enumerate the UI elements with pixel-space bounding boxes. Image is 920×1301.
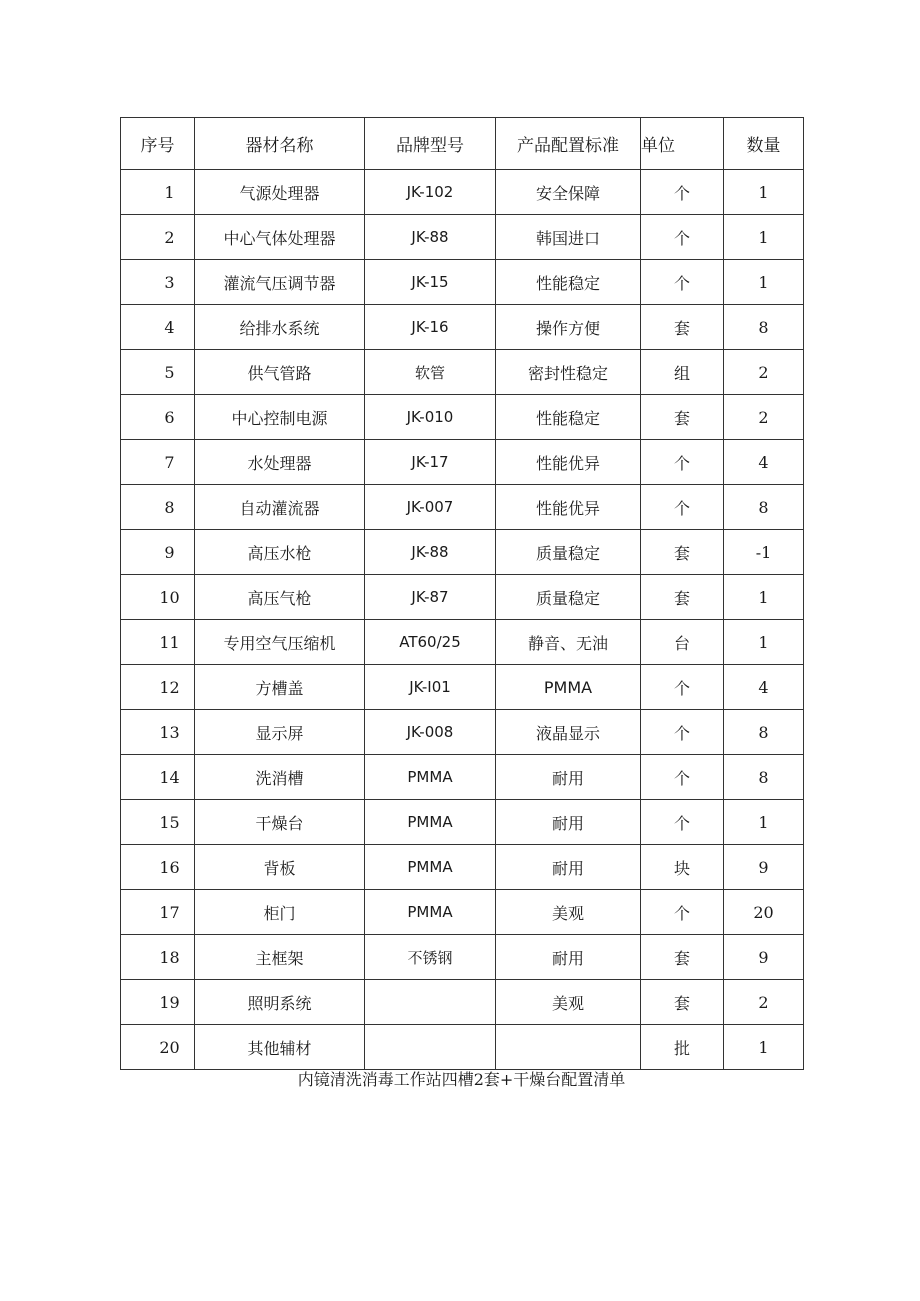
header-brand-model: 品牌型号: [365, 118, 496, 170]
table-row: [121, 845, 804, 890]
table-row: [121, 890, 804, 935]
unit-cell: 个: [641, 260, 724, 305]
config-standard-cell: 美观: [496, 890, 641, 935]
equipment-name-cell: 其他辅材: [195, 1025, 365, 1070]
row-index-cell: 1: [121, 170, 195, 215]
unit-cell: 个: [641, 710, 724, 755]
brand-model-cell: PMMA: [365, 755, 496, 800]
row-index-cell: 12: [121, 665, 195, 710]
config-standard-cell: 耐用: [496, 935, 641, 980]
quantity-cell: 2: [724, 350, 804, 395]
equipment-name-cell: 灌流气压调节器: [195, 260, 365, 305]
brand-model-cell: JK-87: [365, 575, 496, 620]
row-index-cell: 4: [121, 305, 195, 350]
table-row: [121, 935, 804, 980]
config-standard-cell: 美观: [496, 980, 641, 1025]
header-unit: 单位: [641, 118, 724, 170]
table-header-row: [121, 118, 804, 170]
brand-model-cell: JK-I01: [365, 665, 496, 710]
row-index-cell: 19: [121, 980, 195, 1025]
row-index-cell: 9: [121, 530, 195, 575]
config-standard-cell: 质量稳定: [496, 575, 641, 620]
quantity-cell: -1: [724, 530, 804, 575]
table-row: [121, 980, 804, 1025]
config-standard-cell: 性能优异: [496, 485, 641, 530]
row-index-cell: 3: [121, 260, 195, 305]
equipment-name-cell: 柜门: [195, 890, 365, 935]
row-index-cell: 20: [121, 1025, 195, 1070]
table-row: [121, 620, 804, 665]
unit-cell: 个: [641, 485, 724, 530]
unit-cell: 个: [641, 755, 724, 800]
table-row: [121, 485, 804, 530]
brand-model-cell: 不锈钢: [365, 935, 496, 980]
quantity-cell: 1: [724, 620, 804, 665]
table-row: [121, 1025, 804, 1070]
brand-model-cell: JK-007: [365, 485, 496, 530]
row-index-cell: 6: [121, 395, 195, 440]
equipment-name-cell: 高压水枪: [195, 530, 365, 575]
equipment-name-cell: 专用空气压缩机: [195, 620, 365, 665]
row-index-cell: 18: [121, 935, 195, 980]
header-config-standard: 产品配置标准: [496, 118, 641, 170]
brand-model-cell: JK-102: [365, 170, 496, 215]
row-index-cell: 14: [121, 755, 195, 800]
unit-cell: 套: [641, 305, 724, 350]
brand-model-cell: JK-010: [365, 395, 496, 440]
equipment-name-cell: 水处理器: [195, 440, 365, 485]
unit-cell: 个: [641, 890, 724, 935]
equipment-name-cell: 自动灌流器: [195, 485, 365, 530]
table-row: [121, 710, 804, 755]
equipment-name-cell: 洗消槽: [195, 755, 365, 800]
config-standard-cell: 性能稳定: [496, 260, 641, 305]
row-index-cell: 7: [121, 440, 195, 485]
equipment-name-cell: 供气管路: [195, 350, 365, 395]
brand-model-cell: JK-16: [365, 305, 496, 350]
header-quantity: 数量: [724, 118, 804, 170]
quantity-cell: 1: [724, 800, 804, 845]
brand-model-cell: PMMA: [365, 890, 496, 935]
config-standard-cell: [496, 1025, 641, 1070]
quantity-cell: 2: [724, 395, 804, 440]
config-standard-cell: 韩国进口: [496, 215, 641, 260]
brand-model-cell: [365, 1025, 496, 1070]
brand-model-cell: 软管: [365, 350, 496, 395]
unit-cell: 套: [641, 575, 724, 620]
unit-cell: 个: [641, 170, 724, 215]
brand-model-cell: PMMA: [365, 845, 496, 890]
row-index-cell: 2: [121, 215, 195, 260]
unit-cell: 套: [641, 980, 724, 1025]
table-row: [121, 755, 804, 800]
table-row: [121, 800, 804, 845]
equipment-name-cell: 方槽盖: [195, 665, 365, 710]
brand-model-cell: JK-17: [365, 440, 496, 485]
quantity-cell: 9: [724, 935, 804, 980]
row-index-cell: 10: [121, 575, 195, 620]
config-standard-cell: 质量稳定: [496, 530, 641, 575]
brand-model-cell: AT60/25: [365, 620, 496, 665]
quantity-cell: 8: [724, 755, 804, 800]
unit-cell: 组: [641, 350, 724, 395]
table-row: [121, 440, 804, 485]
brand-model-cell: JK-008: [365, 710, 496, 755]
unit-cell: 个: [641, 215, 724, 260]
table-row: [121, 260, 804, 305]
config-standard-cell: 密封性稳定: [496, 350, 641, 395]
config-standard-cell: 性能稳定: [496, 395, 641, 440]
unit-cell: 个: [641, 800, 724, 845]
table-caption: 内镜清洗消毒工作站四槽2套+干燥台配置清单: [297, 1070, 626, 1089]
table-row: [121, 305, 804, 350]
equipment-name-cell: 背板: [195, 845, 365, 890]
config-standard-cell: PMMA: [496, 665, 641, 710]
table-row: [121, 395, 804, 440]
config-standard-cell: 安全保障: [496, 170, 641, 215]
quantity-cell: 1: [724, 575, 804, 620]
equipment-name-cell: 高压气枪: [195, 575, 365, 620]
row-index-cell: 13: [121, 710, 195, 755]
configuration-table: [120, 117, 804, 1070]
quantity-cell: 4: [724, 440, 804, 485]
config-standard-cell: 耐用: [496, 845, 641, 890]
config-standard-cell: 液晶显示: [496, 710, 641, 755]
brand-model-cell: JK-88: [365, 215, 496, 260]
equipment-name-cell: 主框架: [195, 935, 365, 980]
row-index-cell: 16: [121, 845, 195, 890]
brand-model-cell: [365, 980, 496, 1025]
brand-model-cell: JK-15: [365, 260, 496, 305]
row-index-cell: 5: [121, 350, 195, 395]
brand-model-cell: PMMA: [365, 800, 496, 845]
quantity-cell: 8: [724, 710, 804, 755]
config-standard-cell: 耐用: [496, 800, 641, 845]
header-equipment-name: 器材名称: [195, 118, 365, 170]
unit-cell: 套: [641, 935, 724, 980]
unit-cell: 套: [641, 530, 724, 575]
row-index-cell: 17: [121, 890, 195, 935]
table-row: [121, 665, 804, 710]
equipment-name-cell: 给排水系统: [195, 305, 365, 350]
quantity-cell: 2: [724, 980, 804, 1025]
table-row: [121, 530, 804, 575]
quantity-cell: 4: [724, 665, 804, 710]
unit-cell: 块: [641, 845, 724, 890]
quantity-cell: 8: [724, 305, 804, 350]
header-index: 序号: [121, 118, 195, 170]
config-standard-cell: 操作方便: [496, 305, 641, 350]
table-row: [121, 170, 804, 215]
unit-cell: 个: [641, 665, 724, 710]
unit-cell: 台: [641, 620, 724, 665]
quantity-cell: 8: [724, 485, 804, 530]
quantity-cell: 1: [724, 170, 804, 215]
unit-cell: 批: [641, 1025, 724, 1070]
quantity-cell: 1: [724, 1025, 804, 1070]
equipment-name-cell: 显示屏: [195, 710, 365, 755]
equipment-name-cell: 干燥台: [195, 800, 365, 845]
row-index-cell: 8: [121, 485, 195, 530]
table-row: [121, 575, 804, 620]
quantity-cell: 1: [724, 215, 804, 260]
row-index-cell: 15: [121, 800, 195, 845]
quantity-cell: 1: [724, 260, 804, 305]
config-standard-cell: 耐用: [496, 755, 641, 800]
quantity-cell: 20: [724, 890, 804, 935]
table-row: [121, 350, 804, 395]
quantity-cell: 9: [724, 845, 804, 890]
config-standard-cell: 静音、无油: [496, 620, 641, 665]
equipment-name-cell: 照明系统: [195, 980, 365, 1025]
equipment-name-cell: 中心控制电源: [195, 395, 365, 440]
unit-cell: 套: [641, 395, 724, 440]
config-standard-cell: 性能优异: [496, 440, 641, 485]
table-row: [121, 215, 804, 260]
equipment-name-cell: 气源处理器: [195, 170, 365, 215]
equipment-name-cell: 中心气体处理器: [195, 215, 365, 260]
unit-cell: 个: [641, 440, 724, 485]
row-index-cell: 11: [121, 620, 195, 665]
brand-model-cell: JK-88: [365, 530, 496, 575]
